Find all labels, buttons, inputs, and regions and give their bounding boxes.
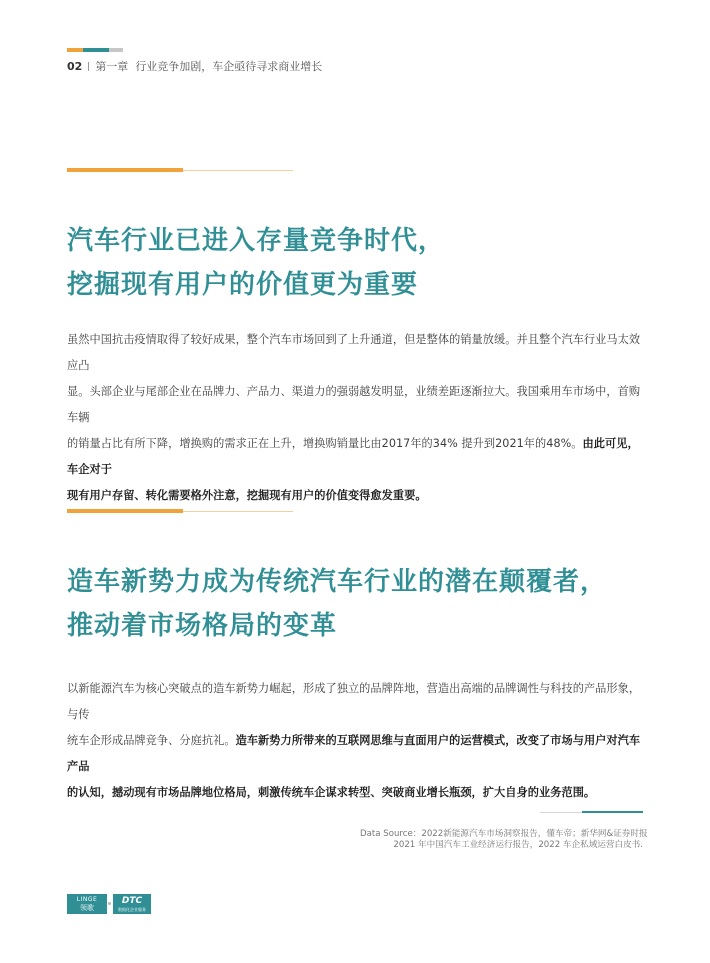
- section2-line3-emphasis: 的认知，撼动现有市场品牌地位格局，刺激传统车企谋求转型、突破商业增长瓶颈，扩大自身的业务范围。: [67, 786, 596, 799]
- section2-line2-text: 统车企形成品牌竞争、分庭抗礼。: [67, 734, 236, 747]
- footer-logo: [67, 894, 151, 914]
- linge-logo: [67, 894, 107, 914]
- source-line1: Data Source：2022新能源汽车市场洞察报告，懂车帝；新华网&证券时报: [360, 829, 648, 839]
- linge-logo-latin: LINGE: [76, 896, 98, 903]
- section2-title: [67, 560, 667, 648]
- section2-line3: [67, 780, 643, 806]
- section2-line2: [67, 728, 643, 780]
- section2-title-line1: 造车新势力成为传统汽车行业的潜在颠覆者，: [67, 567, 608, 597]
- dtc-logo-subtext: 数据化企业服务: [118, 907, 146, 912]
- source-divider: [540, 811, 643, 813]
- linge-logo-cn: 领歌: [80, 904, 94, 912]
- chapter-title: 行业竞争加剧，车企亟待寻求商业增长: [135, 60, 323, 73]
- section1-title-line1: 汽车行业已进入存量竞争时代，: [67, 226, 446, 256]
- chapter-label: 第一章: [95, 60, 129, 73]
- section1-line2: 显。头部企业与尾部企业在品牌力、产品力、渠道力的强弱越发明显，业绩差距逐渐拉大。我国乘用车市场中，首购车辆: [67, 385, 641, 424]
- section1-line3: [67, 431, 643, 483]
- section1-line3-emphasis: 由此可见，车企对于: [67, 437, 639, 476]
- logo-dot: [108, 902, 111, 905]
- section1-line4-emphasis: 现有用户存留、转化需要格外注意，挖掘现有用户的价值变得愈发重要。: [67, 489, 427, 502]
- header-bar-gray: [109, 48, 123, 52]
- header-bar-teal: [83, 48, 109, 52]
- dtc-logo-text: DTC: [121, 896, 143, 906]
- section2-divider: [67, 509, 293, 513]
- data-source-note: [360, 829, 648, 851]
- running-header: [67, 58, 322, 74]
- section1-title: [67, 219, 667, 307]
- dtc-logo: [113, 894, 151, 914]
- section2-line2-emphasis: 造车新势力所带来的互联网思维与直面用户的运营模式，改变了市场与用户对汽车产品: [67, 734, 641, 773]
- section2-paragraph: [67, 676, 643, 806]
- section2-title-line2: 推动着市场格局的变革: [67, 611, 338, 641]
- header-accent-bars: [67, 48, 123, 52]
- page-number: 02: [67, 60, 83, 73]
- header-separator: [88, 62, 89, 71]
- section1-line3-text: 的销量占比有所下降，增换购的需求正在上升，增换购销量比由2017年的34% 提升到2021年的48%。: [67, 437, 583, 450]
- section1-paragraph: [67, 327, 643, 509]
- section1-divider: [67, 168, 293, 172]
- section2-line1: 以新能源汽车为核心突破点的造车新势力崛起，形成了独立的品牌阵地，营造出高端的品牌调性与科技的产品形象，与传: [67, 682, 641, 721]
- section1-title-line2: 挖掘现有用户的价值更为重要: [67, 270, 419, 300]
- header-bar-orange: [67, 48, 83, 52]
- section1-line4: [67, 483, 643, 509]
- source-line2: 2021 年中国汽车工业经济运行报告，2022 车企私域运营白皮书.: [393, 840, 643, 850]
- section1-line1: 虽然中国抗击疫情取得了较好成果，整个汽车市场回到了上升通道，但是整体的销量放缓。并且整个汽车行业马太效应凸: [67, 333, 641, 372]
